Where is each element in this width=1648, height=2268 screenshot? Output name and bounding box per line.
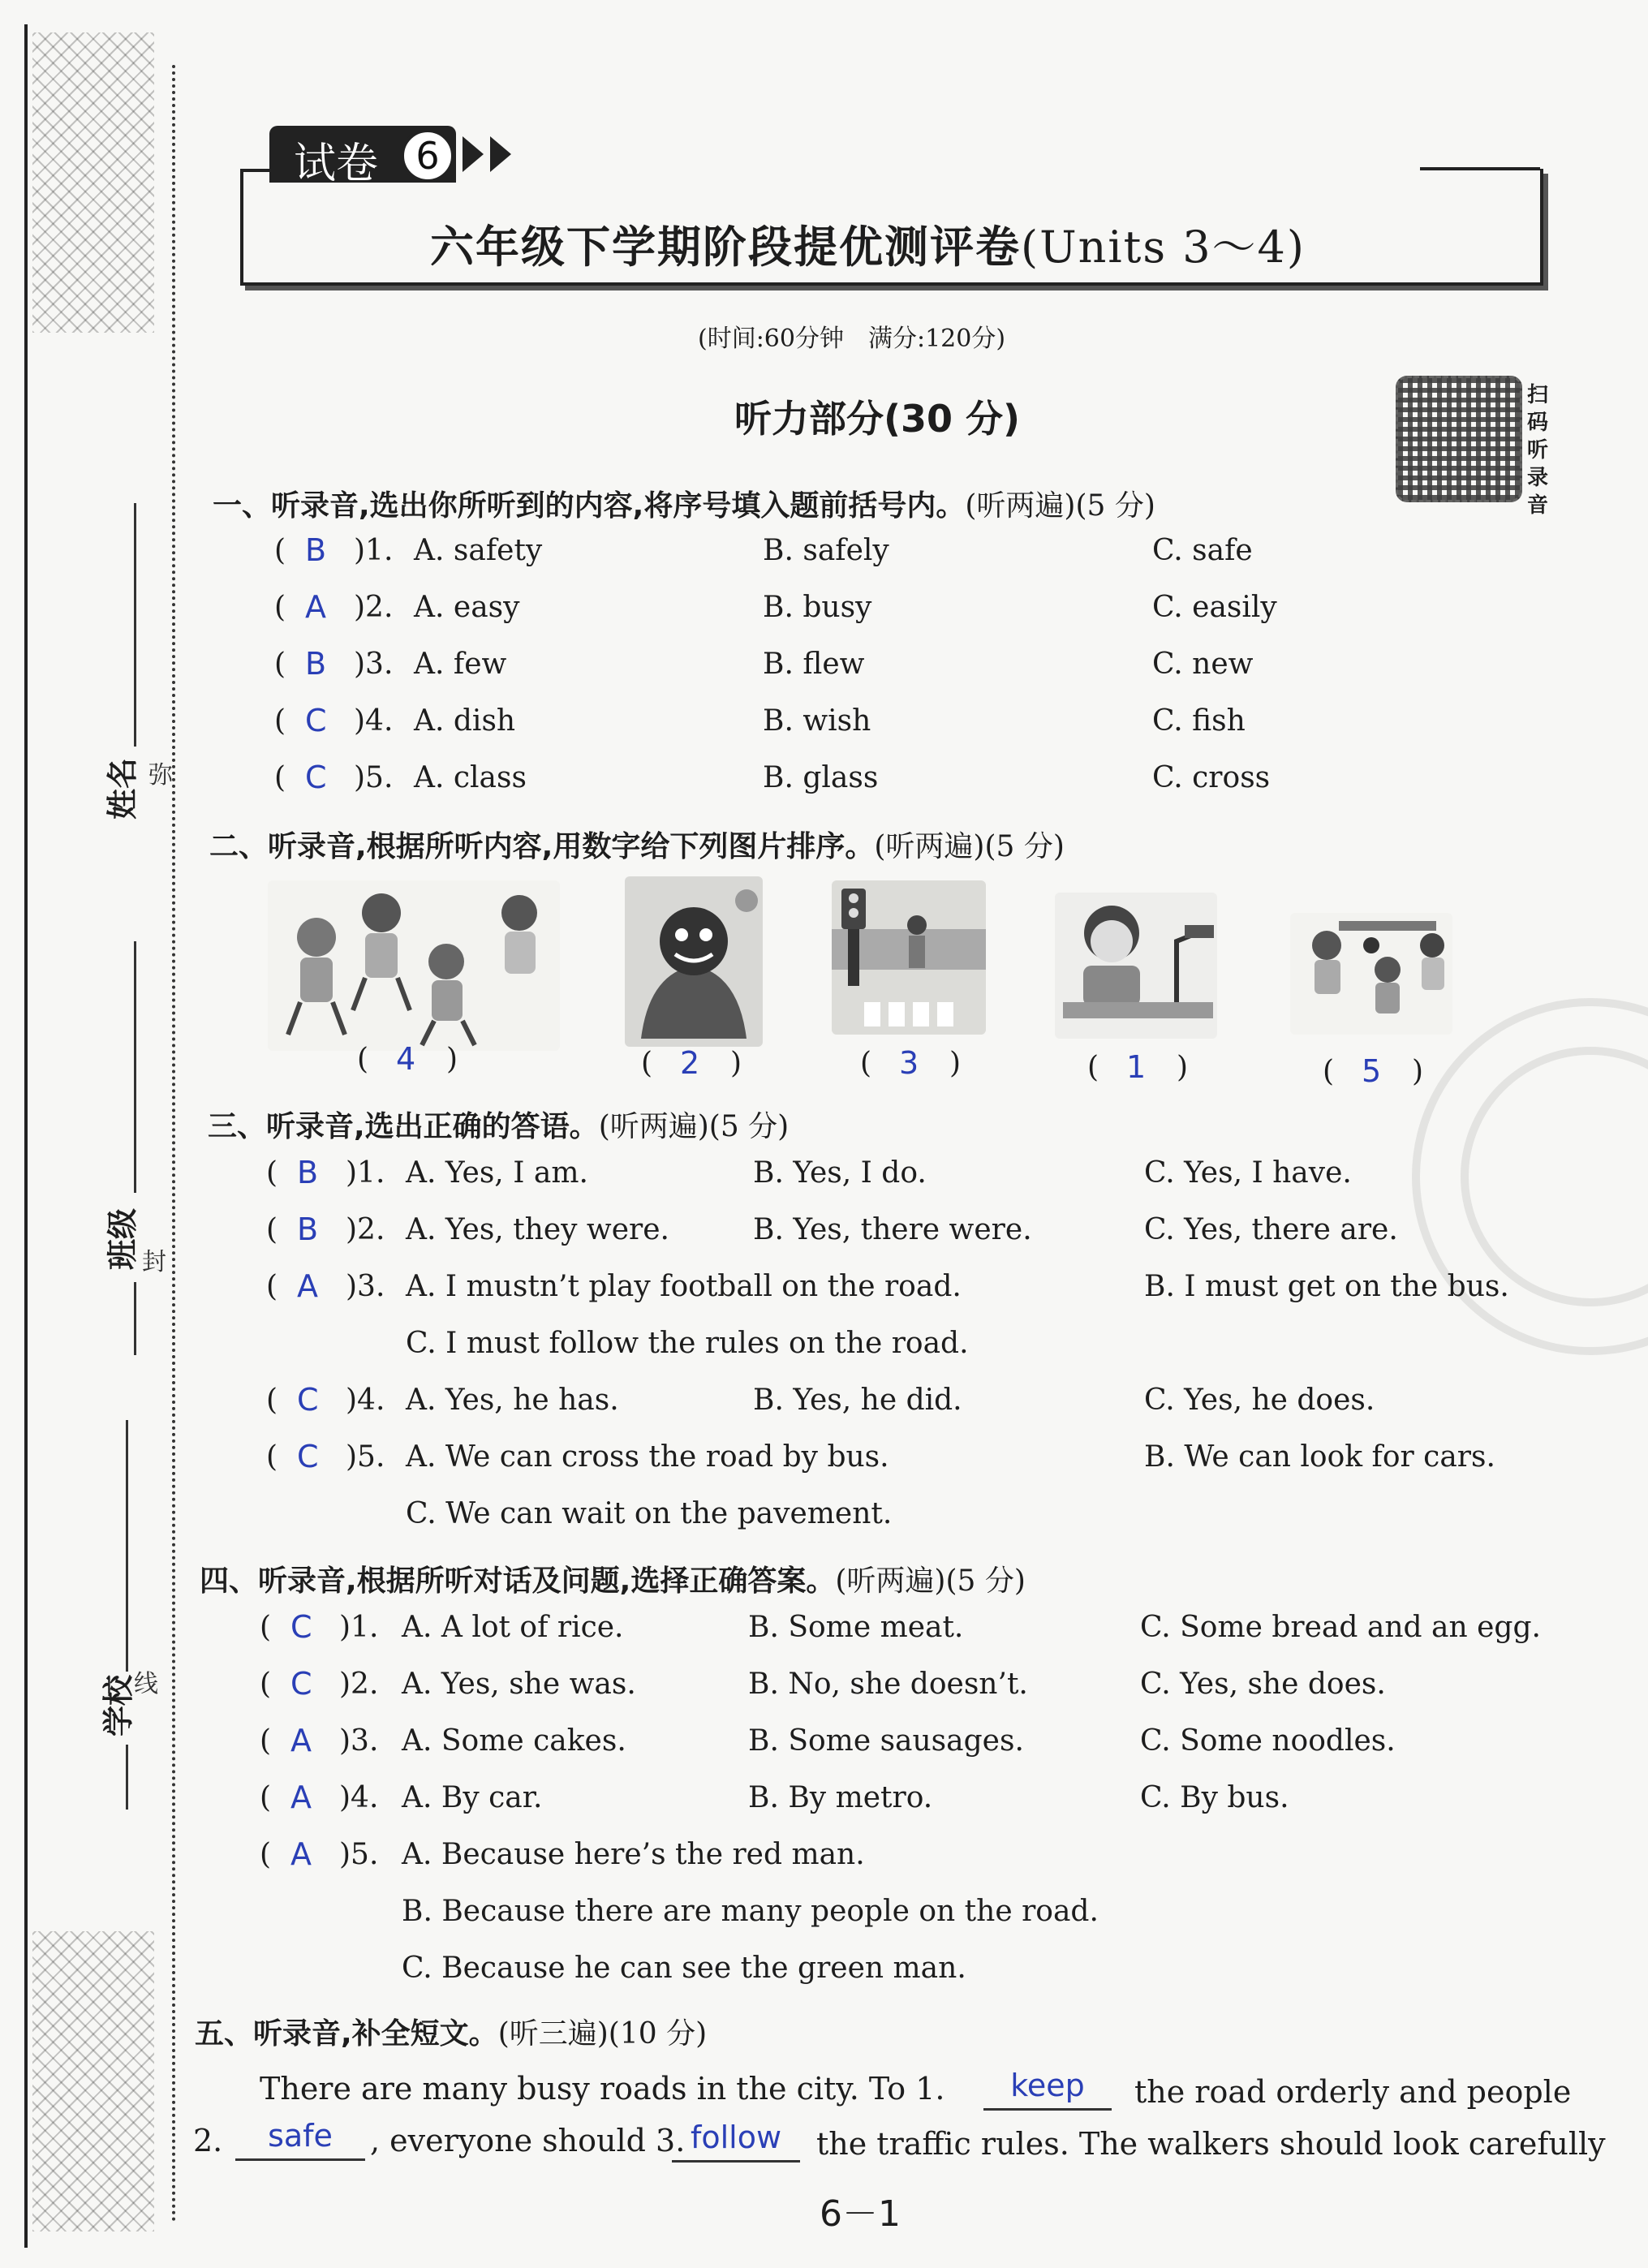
answer-letter[interactable]: A (290, 1723, 312, 1758)
picture-monster (625, 876, 763, 1047)
answer-letter[interactable]: B (305, 532, 327, 568)
option-a: A. Some cakes. (402, 1724, 626, 1758)
margin-border-line (24, 24, 28, 2248)
answer-paren-close: ) (949, 1047, 962, 1080)
title-frame-edge-right (1420, 167, 1540, 170)
option-c: C. We can wait on the pavement. (406, 1497, 893, 1530)
answer-paren: ( (266, 1156, 278, 1190)
school-label: 学校 (101, 1674, 136, 1737)
option-c: C. Yes, she does. (1140, 1668, 1386, 1701)
option-a: A. Yes, they were. (406, 1213, 670, 1246)
question-number: )5. (339, 1838, 379, 1871)
part2-heading (209, 824, 1065, 865)
part5-heading (195, 2011, 707, 2052)
answer-paren: ( (260, 1611, 272, 1644)
answer-paren: ( (266, 1270, 278, 1303)
answer-paren: ( (274, 534, 286, 567)
seal-char-3: 线 (134, 1670, 158, 1698)
qr-char: 录 (1527, 466, 1549, 490)
question-number: )1. (346, 1156, 385, 1190)
question-row (0, 1213, 1648, 1254)
answer-letter[interactable]: A (290, 1836, 312, 1872)
page-title (430, 213, 1306, 275)
question-number: )3. (354, 648, 394, 681)
part1-heading (213, 483, 1155, 524)
option-b: B. No, she doesn’t. (748, 1668, 1028, 1701)
option-c: C. Because he can see the green man. (402, 1952, 966, 1985)
option-c: C. new (1152, 648, 1254, 681)
picture-order-number[interactable]: 4 (396, 1041, 416, 1077)
title-chinese: 六年级下学期阶段提优测评卷 (430, 222, 1021, 273)
corner-hatch-bottom (32, 1931, 154, 2231)
picture-order-number[interactable]: 3 (899, 1045, 919, 1081)
seal-char-2: 封 (142, 1248, 166, 1276)
answer-paren: ( (274, 761, 286, 794)
answer-paren-close: ) (446, 1043, 458, 1076)
question-number: )1. (354, 534, 394, 567)
part3-note: (听两遍)(5 分) (598, 1110, 790, 1143)
option-c: C. I must follow the rules on the road. (406, 1327, 969, 1360)
question-number: )4. (339, 1781, 379, 1814)
cut-line (172, 65, 175, 2223)
picture-order-number[interactable]: 5 (1362, 1053, 1382, 1089)
part1-note: (听两遍)(5 分) (965, 489, 1155, 523)
option-a: A. class (414, 761, 527, 794)
picture-children-running (268, 880, 560, 1051)
option-a: A. dish (414, 704, 516, 738)
question-row (0, 591, 1648, 631)
part4-heading (200, 1558, 1026, 1599)
part5-title: 五、听录音,补全短文。 (195, 2017, 498, 2051)
question-number: )3. (346, 1270, 385, 1303)
passage-text: There are many busy roads in the city. To 1. (260, 2071, 945, 2107)
qr-char: 听 (1527, 438, 1549, 463)
option-c: C. Yes, he does. (1144, 1384, 1375, 1417)
option-a: A. Yes, he has. (406, 1384, 619, 1417)
question-row (0, 1668, 1648, 1708)
picture-order-slot (357, 1043, 479, 1083)
option-b: B. Some meat. (748, 1611, 964, 1644)
option-b: B. glass (763, 761, 879, 794)
option-b: B. flew (763, 648, 865, 681)
question-number: )4. (354, 704, 394, 738)
part3-heading (208, 1104, 789, 1145)
option-c: C. safe (1152, 534, 1253, 567)
option-c: C. Some noodles. (1140, 1724, 1396, 1758)
answer-letter[interactable]: B (305, 646, 327, 682)
answer-paren-close: ) (730, 1047, 742, 1080)
option-c: C. cross (1152, 761, 1271, 794)
passage-text-2a: 2. (193, 2123, 223, 2158)
answer-paren: ( (266, 1213, 278, 1246)
answer-paren: ( (266, 1384, 278, 1417)
answer-paren: ( (860, 1047, 872, 1080)
answer-letter[interactable]: C (305, 703, 327, 738)
answer-letter[interactable]: C (305, 760, 327, 795)
option-a: A. Yes, she was. (402, 1668, 636, 1701)
answer-paren: ( (266, 1440, 278, 1474)
option-c: C. Yes, there are. (1144, 1213, 1398, 1246)
answer-letter[interactable]: B (297, 1211, 319, 1247)
option-c: C. easily (1152, 591, 1277, 624)
question-row (0, 1836, 1648, 1985)
picture-order-slot (1087, 1051, 1209, 1091)
option-a: A. safety (414, 534, 543, 567)
qr-code-icon[interactable] (1396, 376, 1522, 502)
option-b: B. Yes, I do. (753, 1156, 927, 1190)
question-number: )2. (346, 1213, 385, 1246)
answer-paren: ( (260, 1724, 272, 1758)
passage-line-1 (260, 2071, 945, 2107)
question-number: )1. (339, 1611, 379, 1644)
option-a: A. We can cross the road by bus. (406, 1440, 889, 1474)
title-units: (Units 3～4) (1021, 222, 1306, 273)
option-b: B. Yes, there were. (753, 1213, 1032, 1246)
question-row (0, 648, 1648, 688)
answer-paren: ( (274, 704, 286, 738)
question-row (0, 761, 1648, 802)
answer-letter[interactable]: C (297, 1382, 319, 1418)
qr-char: 扫 (1527, 383, 1549, 407)
answer-letter[interactable]: A (305, 589, 326, 625)
option-c: C. Some bread and an egg. (1140, 1611, 1541, 1644)
option-b: B. wish (763, 704, 871, 738)
option-c: C. fish (1152, 704, 1246, 738)
name-label: 姓名 (105, 757, 140, 820)
chevron-right-icon (463, 136, 484, 172)
option-a: A. A lot of rice. (402, 1611, 624, 1644)
option-b: B. Because there are many people on the road. (402, 1895, 1099, 1928)
paper-tab-label: 试卷 (294, 140, 379, 188)
answer-letter[interactable]: A (290, 1780, 312, 1815)
part2-title: 二、听录音,根据所听内容,用数字给下列图片排序。 (209, 830, 875, 863)
option-b: B. busy (763, 591, 872, 624)
answer-paren: ( (260, 1781, 272, 1814)
qr-caption (1527, 381, 1555, 519)
answer-letter[interactable]: C (297, 1439, 319, 1474)
page-number: 6－1 (820, 2193, 901, 2235)
blank-1[interactable]: keep (983, 2068, 1112, 2111)
part4-note: (听两遍)(5 分) (835, 1564, 1026, 1598)
answer-paren: ( (274, 591, 286, 624)
part3-title: 三、听录音,选出正确的答语。 (208, 1110, 599, 1143)
option-b: B. By metro. (748, 1781, 933, 1814)
option-b: B. I must get on the bus. (1144, 1270, 1509, 1303)
option-a: A. I mustn’t play football on the road. (406, 1270, 962, 1303)
picture-order-slot (1323, 1055, 1444, 1095)
picture-playing-football (1290, 913, 1452, 1035)
answer-paren: ( (274, 648, 286, 681)
title-frame-edge (240, 169, 273, 172)
answer-paren-close: ) (1412, 1055, 1424, 1088)
part2-note: (听两遍)(5 分) (874, 830, 1065, 863)
blank-3[interactable]: follow (672, 2120, 800, 2163)
option-b: B. safely (763, 534, 889, 567)
question-number: )4. (346, 1384, 385, 1417)
paper-number: 6 (401, 129, 454, 183)
option-a: A. By car. (402, 1781, 543, 1814)
question-row (0, 1268, 1648, 1360)
answer-paren: ( (260, 1668, 272, 1701)
passage-text-1b: the road orderly and people (1134, 2074, 1572, 2110)
answer-paren-close: ) (1177, 1051, 1189, 1084)
picture-crossing (832, 880, 986, 1035)
option-a: A. Because here’s the red man. (402, 1838, 865, 1871)
corner-hatch-top (32, 32, 154, 333)
qr-char: 音 (1527, 493, 1549, 518)
answer-letter[interactable]: A (297, 1268, 318, 1304)
passage-text-2c: the traffic rules. The walkers should look carefully (816, 2126, 1606, 2162)
option-a: A. easy (414, 591, 520, 624)
part4-title: 四、听录音,根据所听对话及问题,选择正确答案。 (200, 1564, 836, 1598)
picture-order-number[interactable]: 1 (1126, 1049, 1147, 1085)
answer-paren: ( (1323, 1055, 1335, 1088)
question-number: )5. (346, 1440, 385, 1474)
class-label: 班级 (105, 1207, 140, 1270)
part5-note: (听三遍)(10 分) (497, 2017, 708, 2051)
seal-char-1: 弥 (148, 761, 173, 790)
question-number: )5. (354, 761, 394, 794)
option-b: B. Some sausages. (748, 1724, 1024, 1758)
question-number: )3. (339, 1724, 379, 1758)
passage-text-2b: , everyone should 3. (370, 2123, 686, 2158)
question-row (0, 704, 1648, 745)
answer-paren: ( (641, 1047, 653, 1080)
chevron-right-icon-2 (490, 136, 511, 172)
question-row (0, 534, 1648, 575)
option-b: B. Yes, he did. (753, 1384, 962, 1417)
question-row (0, 1384, 1648, 1424)
picture-order-number[interactable]: 2 (680, 1045, 700, 1081)
qr-char: 码 (1527, 411, 1549, 435)
picture-boy-studying (1055, 893, 1217, 1039)
exam-time-score: (时间:60分钟 满分:120分) (698, 325, 1006, 353)
answer-paren: ( (1087, 1051, 1099, 1084)
option-b: B. We can look for cars. (1144, 1440, 1495, 1474)
blank-2[interactable]: safe (235, 2118, 365, 2161)
picture-order-slot (860, 1047, 982, 1087)
answer-paren: ( (357, 1043, 369, 1076)
option-c: C. By bus. (1140, 1781, 1289, 1814)
class-line-top[interactable] (134, 941, 136, 1193)
question-row (0, 1724, 1648, 1765)
question-number: )2. (339, 1668, 379, 1701)
picture-order-slot (641, 1047, 763, 1087)
question-number: )2. (354, 591, 394, 624)
answer-letter[interactable]: C (290, 1666, 312, 1702)
option-a: A. Yes, I am. (406, 1156, 588, 1190)
part1-title: 一、听录音,选出你所听到的内容,将序号填入题前括号内。 (213, 489, 966, 523)
question-row (0, 1781, 1648, 1822)
answer-paren: ( (260, 1838, 272, 1871)
answer-letter[interactable]: C (290, 1609, 312, 1645)
answer-letter[interactable]: B (297, 1155, 319, 1190)
listening-section-title: 听力部分(30 分) (734, 397, 1021, 441)
option-c: C. Yes, I have. (1144, 1156, 1352, 1190)
question-row (0, 1611, 1648, 1651)
option-a: A. few (414, 648, 507, 681)
question-row (0, 1439, 1648, 1530)
question-row (0, 1156, 1648, 1197)
